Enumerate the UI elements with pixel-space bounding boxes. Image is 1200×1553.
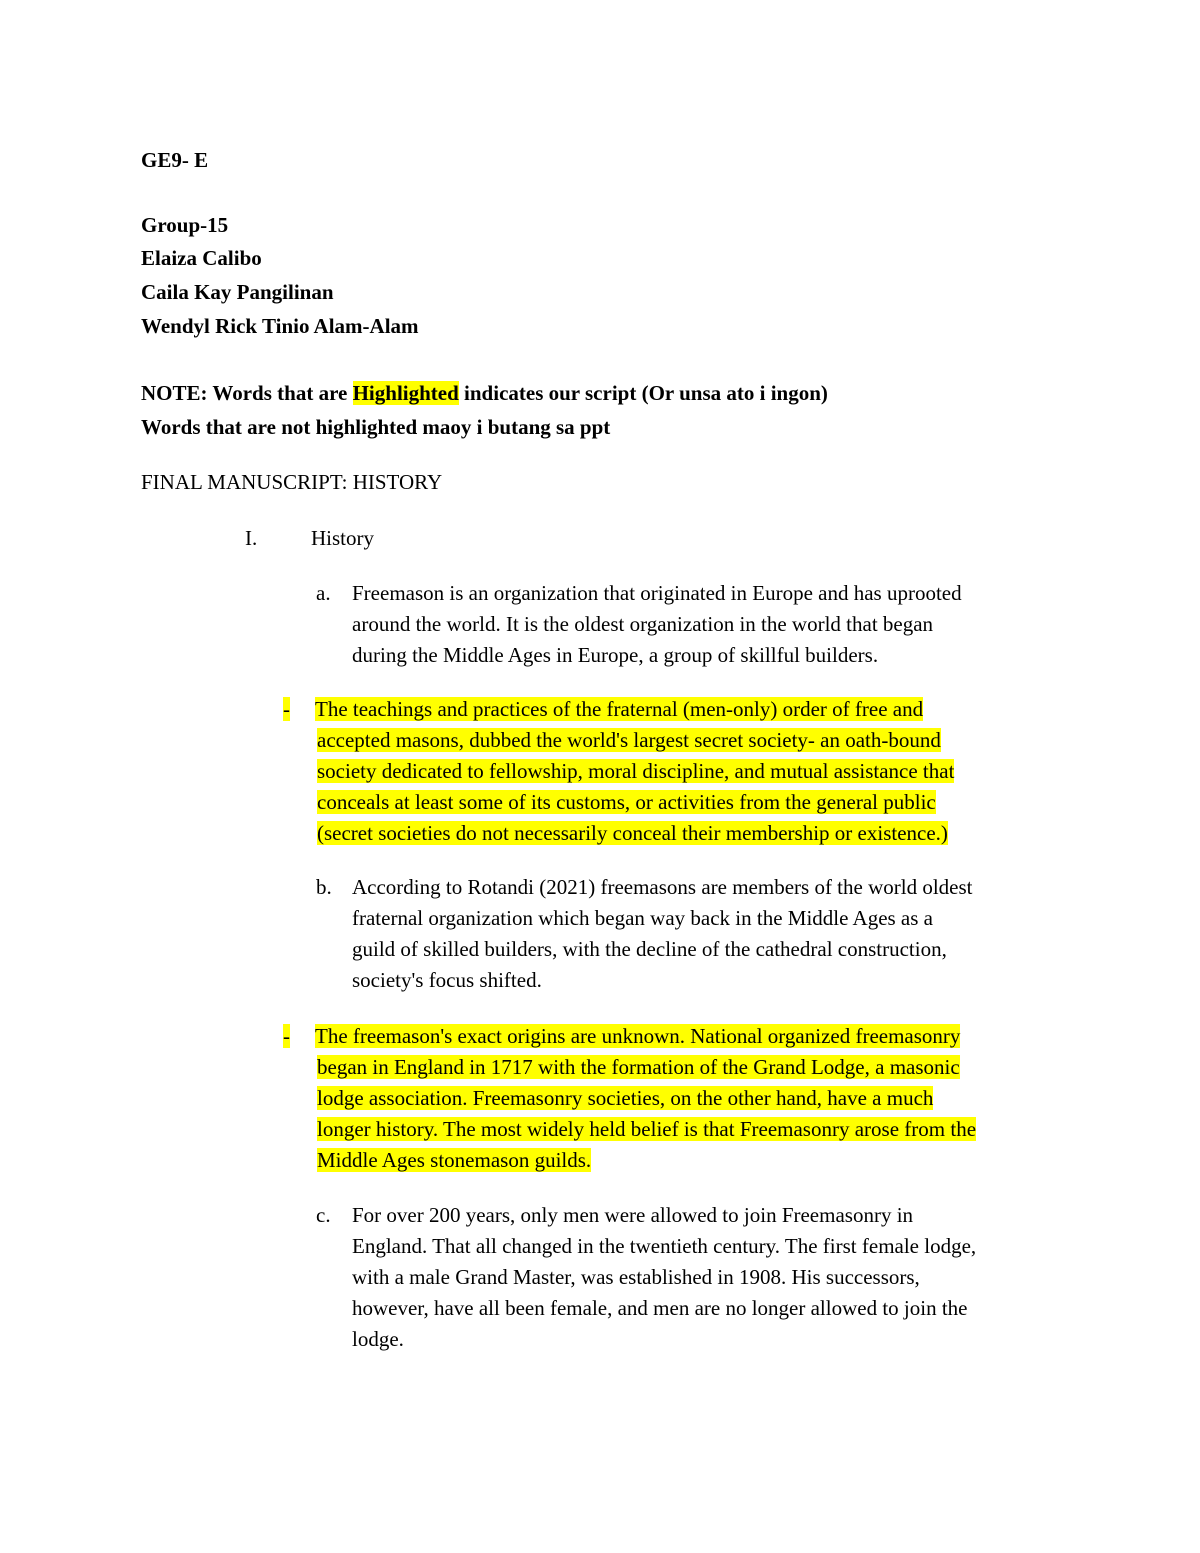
note-highlight-word: Highlighted <box>352 381 459 405</box>
paragraph-line: fraternal organization which began way back in the Middle Ages as a <box>352 906 933 930</box>
note-text: indicates our script (Or unsa ato i ingon) <box>464 381 828 405</box>
note-text: Words that are <box>212 381 348 405</box>
note-line-1 <box>141 378 828 409</box>
paragraph-line: society's focus shifted. <box>352 968 542 992</box>
script-line: conceals at least some of its customs, or activities from the general public <box>317 790 936 814</box>
group-name: Group-15 <box>141 213 229 237</box>
script-line: (secret societies do not necessarily conceal their membership or existence.) <box>317 821 948 845</box>
paragraph-line: According to Rotandi (2021) freemasons are members of the world oldest <box>352 875 973 899</box>
member-name: Caila Kay Pangilinan <box>141 280 334 304</box>
list-marker: c. <box>316 1203 331 1227</box>
script-dash: - <box>283 697 290 721</box>
script-line: accepted masons, dubbed the world's largest secret society- an oath-bound <box>317 728 941 752</box>
member-name: Wendyl Rick Tinio Alam-Alam <box>141 314 419 338</box>
paragraph-line: around the world. It is the oldest organization in the world that began <box>352 612 934 636</box>
paragraph-line: guild of skilled builders, with the decline of the cathedral construction, <box>352 937 947 961</box>
manuscript-title: FINAL MANUSCRIPT: HISTORY <box>141 470 443 494</box>
list-marker: b. <box>316 875 332 899</box>
script-line: longer history. The most widely held belief is that Freemasonry arose from the <box>317 1117 977 1141</box>
paragraph-line: Freemason is an organization that originated in Europe and has uprooted <box>352 581 962 605</box>
list-marker: a. <box>316 581 331 605</box>
script-line: lodge association. Freemasonry societies, on the other hand, have a much <box>317 1086 934 1110</box>
section-numeral: I. <box>245 526 258 550</box>
paragraph-line: England. That all changed in the twentieth century. The first female lodge, <box>352 1234 977 1258</box>
script-line: began in England in 1717 with the formation of the Grand Lodge, a masonic <box>317 1055 960 1079</box>
course-code: GE9- E <box>141 148 209 172</box>
paragraph-line: For over 200 years, only men were allowed to join Freemasonry in <box>352 1203 914 1227</box>
script-line: The freemason's exact origins are unknown. National organized freemasonry <box>315 1024 961 1048</box>
script-line: society dedicated to fellowship, moral discipline, and mutual assistance that <box>317 759 955 783</box>
note-line-2: Words that are not highlighted maoy i butang sa ppt <box>141 415 611 439</box>
paragraph-line: with a male Grand Master, was established in 1908. His successors, <box>352 1265 920 1289</box>
member-name: Elaiza Calibo <box>141 246 262 270</box>
note-label: NOTE: <box>141 381 208 405</box>
section-title: History <box>311 526 374 550</box>
paragraph-line: during the Middle Ages in Europe, a group of skillful builders. <box>352 643 879 667</box>
paragraph-line: lodge. <box>352 1327 404 1351</box>
script-line: Middle Ages stonemason guilds. <box>317 1148 592 1172</box>
script-line: The teachings and practices of the fraternal (men-only) order of free and <box>315 697 924 721</box>
paragraph-line: however, have all been female, and men are no longer allowed to join the <box>352 1296 968 1320</box>
script-dash: - <box>283 1024 290 1048</box>
